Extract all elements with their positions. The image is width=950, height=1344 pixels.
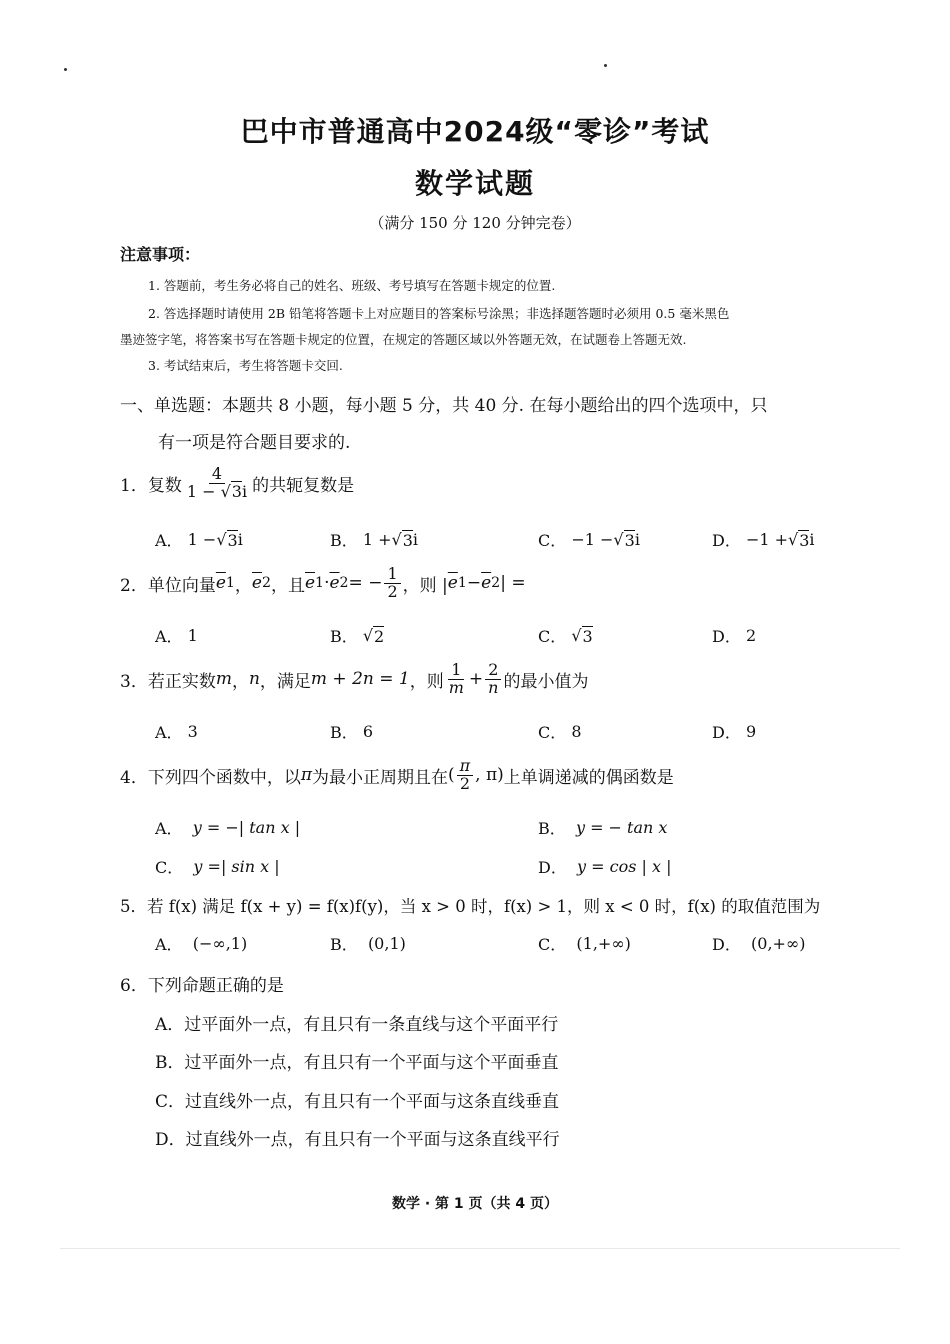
vector-e2: $\overline{e}$ [329, 573, 340, 594]
option-a: A． 1 − √ 3 i [155, 530, 243, 550]
option-c [538, 932, 631, 955]
denominator: m [448, 677, 464, 697]
question-number: 4． [120, 767, 148, 788]
option-label: C． [538, 627, 567, 646]
option-label: A． [155, 1015, 185, 1035]
question-text: = − [348, 573, 383, 594]
subscript: 1 [457, 575, 467, 592]
exam-title: 巴中市普通高中2024级“零诊”考试 [240, 115, 710, 148]
option-label: C． [538, 531, 567, 550]
question-2 [120, 566, 526, 601]
option-value: (−∞,1) [192, 934, 248, 953]
option-value: y = −| tan x | [192, 818, 301, 837]
fraction [446, 662, 467, 697]
option-a [155, 816, 300, 839]
option-label: A． [155, 935, 183, 954]
denominator: 2 [387, 581, 398, 601]
option-label: A． [155, 531, 183, 550]
question-number: 1． [120, 475, 148, 496]
question-text: − [466, 573, 482, 594]
option-b [330, 932, 406, 955]
option-b [155, 1048, 559, 1073]
notice-item-3: 3. 考试结束后，考生将答题卡交回. [148, 358, 343, 373]
option-part: 1 − [187, 530, 217, 549]
option-part: −1 − [571, 530, 614, 549]
option-label: B． [155, 1053, 185, 1073]
option-label: B． [538, 819, 566, 838]
question-text: 下列命题正确的是 [147, 976, 284, 996]
option-label: B． [330, 935, 358, 954]
option-label: D． [712, 723, 741, 742]
den-part: i [241, 481, 248, 501]
var-m: m [215, 669, 232, 690]
question-text: , π) [475, 765, 504, 786]
option-a [155, 624, 198, 647]
option-label: D． [538, 858, 567, 877]
subscript: 1 [225, 575, 235, 592]
notice-title: 注意事项： [120, 245, 201, 264]
option-part: i [809, 530, 815, 549]
option-b: B． √ 2 [330, 626, 385, 646]
option-d [712, 932, 806, 955]
question-text: ， [231, 671, 249, 692]
option-d [712, 720, 756, 743]
radicand: 3 [227, 530, 238, 550]
option-value: 2 [745, 626, 757, 645]
numerator: 1 [448, 662, 464, 680]
subscript: 1 [315, 575, 325, 592]
option-part: i [237, 530, 243, 549]
option-c: C． √ 3 [538, 626, 593, 646]
scan-edge [60, 1248, 900, 1249]
option-b: B． 1 + √ 3 i [330, 530, 419, 550]
numerator: 1 [384, 566, 400, 584]
option-label: D． [712, 935, 741, 954]
option-value: 过直线外一点，有且只有一个平面与这条直线垂直 [185, 1092, 560, 1112]
question-text: + [468, 669, 484, 690]
option-label: C． [538, 723, 567, 742]
option-value: 1 [187, 626, 198, 645]
denominator: 2 [459, 773, 470, 793]
option-part: 1 + [362, 530, 392, 549]
radicand: 3 [624, 530, 635, 550]
option-label: B． [330, 531, 358, 550]
radicand: 3 [799, 530, 810, 550]
option-value: 过平面外一点，有且只有一条直线与这个平面平行 [184, 1015, 559, 1035]
question-6 [120, 971, 284, 996]
question-text: 若 f(x) 满足 f(x + y) = f(x)f(y)，当 x > 0 时，f(x) > 1，则 x < 0 时，f(x) 的取值范围为 [147, 897, 821, 916]
question-text: ，则 [409, 671, 444, 692]
question-3 [120, 662, 588, 697]
fraction [457, 758, 474, 793]
radicand: 3 [402, 530, 413, 550]
notice-item-2: 2. 答选择题时请使用 2B 铅笔将答题卡上对应题目的答案标号涂黑；非选择题答题时必须用 0.5 毫米黑色 [148, 306, 730, 321]
option-value: (1,+∞) [576, 934, 631, 953]
question-text: 的共轭复数是 [252, 475, 355, 496]
score-info: （满分 150 分 120 分钟完卷） [369, 214, 581, 232]
notice-item-1: 1. 答题前，考生务必将自己的姓名、班级、考号填写在答题卡规定的位置. [148, 278, 556, 293]
scan-speck [64, 68, 67, 71]
option-b [538, 816, 667, 839]
option-d [155, 1125, 560, 1150]
radicand: 3 [582, 626, 593, 646]
section-heading: 一、单选题：本题共 8 小题，每小题 5 分，共 40 分. 在每小题给出的四个选项中，只 [120, 396, 768, 416]
subject-title: 数学试题 [414, 167, 535, 200]
dot-product: · [324, 573, 330, 594]
option-value: (0,1) [367, 934, 406, 953]
question-text: 单位向量 [147, 575, 216, 596]
option-label: B． [330, 723, 358, 742]
question-number: 5． [120, 897, 147, 916]
question-number: 3． [120, 671, 148, 692]
question-text: 若正实数 [147, 671, 216, 692]
question-text: ( [448, 765, 455, 786]
question-text: 下列四个函数中，以 [147, 767, 301, 788]
subscript: 2 [491, 575, 501, 592]
numerator: 4 [209, 466, 225, 484]
question-text: ，且 [270, 575, 305, 596]
option-a [155, 720, 198, 743]
option-d [712, 624, 756, 647]
option-value: 3 [187, 722, 198, 741]
option-a [155, 1010, 558, 1035]
question-1 [120, 466, 354, 501]
vector-e1: $\overline{e}$ [447, 573, 458, 594]
denominator: 1 − √3i [186, 481, 248, 501]
question-text: | = [500, 573, 526, 594]
question-text: 为最小正周期且在 [312, 767, 449, 788]
option-value: 过直线外一点，有且只有一个平面与这条直线平行 [185, 1130, 560, 1150]
radicand: 2 [374, 626, 385, 646]
den-part: 1 − [186, 481, 221, 501]
option-value: y =| sin x | [193, 857, 280, 876]
option-label: C． [538, 935, 567, 954]
option-c: C． −1 − √ 3 i [538, 530, 640, 550]
section-heading-cont: 有一项是符合题目要求的. [158, 433, 351, 453]
question-number: 2． [120, 575, 148, 596]
option-label: D． [155, 1130, 186, 1150]
subscript: 2 [261, 575, 271, 592]
option-c [538, 720, 582, 743]
scan-speck [604, 64, 607, 67]
question-text: ，满足 [259, 671, 311, 692]
radicand: 3 [231, 481, 242, 501]
option-value: 9 [745, 722, 757, 741]
denominator: n [488, 677, 499, 697]
option-part: −1 + [745, 530, 789, 549]
subscript: 2 [339, 575, 349, 592]
notice-item-2-cont: 墨迹签字笔，将答案书写在答题卡规定的位置，在规定的答题区域以外答题无效，在试题卷上答题无效. [120, 332, 687, 347]
question-text: 上单调递减的偶函数是 [503, 767, 674, 788]
question-text: 复数 [147, 475, 182, 496]
question-number: 6． [120, 976, 148, 996]
question-text: 的最小值为 [503, 671, 589, 692]
option-label: D． [712, 531, 741, 550]
option-label: A． [155, 819, 183, 838]
option-label: D． [712, 627, 741, 646]
option-c [155, 855, 280, 878]
option-a [155, 932, 247, 955]
option-label: A． [155, 627, 183, 646]
numerator: 2 [485, 662, 501, 680]
option-part: i [634, 530, 640, 549]
option-part: i [412, 530, 419, 549]
option-value: 6 [362, 722, 374, 741]
option-value: 8 [571, 722, 582, 741]
numerator: π [457, 758, 474, 776]
page-footer: 数学 · 第 1 页（共 4 页） [391, 1196, 559, 1212]
fraction [184, 466, 250, 501]
vector-e2: $\overline{e}$ [251, 573, 262, 594]
option-value: 过平面外一点，有且只有一个平面与这个平面垂直 [184, 1053, 559, 1073]
vector-e1: $\overline{e}$ [304, 573, 316, 594]
question-5 [120, 893, 820, 917]
fraction [384, 566, 400, 601]
question-4 [120, 758, 674, 793]
condition: m + 2n = 1 [310, 669, 410, 690]
pi-symbol: π [300, 765, 313, 786]
question-text: ，则 | [402, 575, 448, 596]
question-text: ， [234, 575, 252, 596]
option-label: C． [155, 858, 184, 877]
option-b [330, 720, 373, 743]
vector-e2: $\overline{e}$ [481, 573, 492, 594]
var-n: n [248, 669, 260, 690]
option-d [538, 855, 672, 878]
option-value: y = − tan x [575, 818, 668, 837]
option-d: D． −1 + √ 3 i [712, 530, 815, 550]
option-value: y = cos | x | [577, 857, 672, 876]
option-value: (0,+∞) [751, 934, 806, 953]
fraction [485, 662, 501, 697]
option-label: B． [330, 627, 358, 646]
option-label: C． [155, 1092, 186, 1112]
option-label: A． [155, 723, 183, 742]
vector-e1: $\overline{e}$ [215, 573, 226, 594]
option-c [155, 1087, 559, 1112]
